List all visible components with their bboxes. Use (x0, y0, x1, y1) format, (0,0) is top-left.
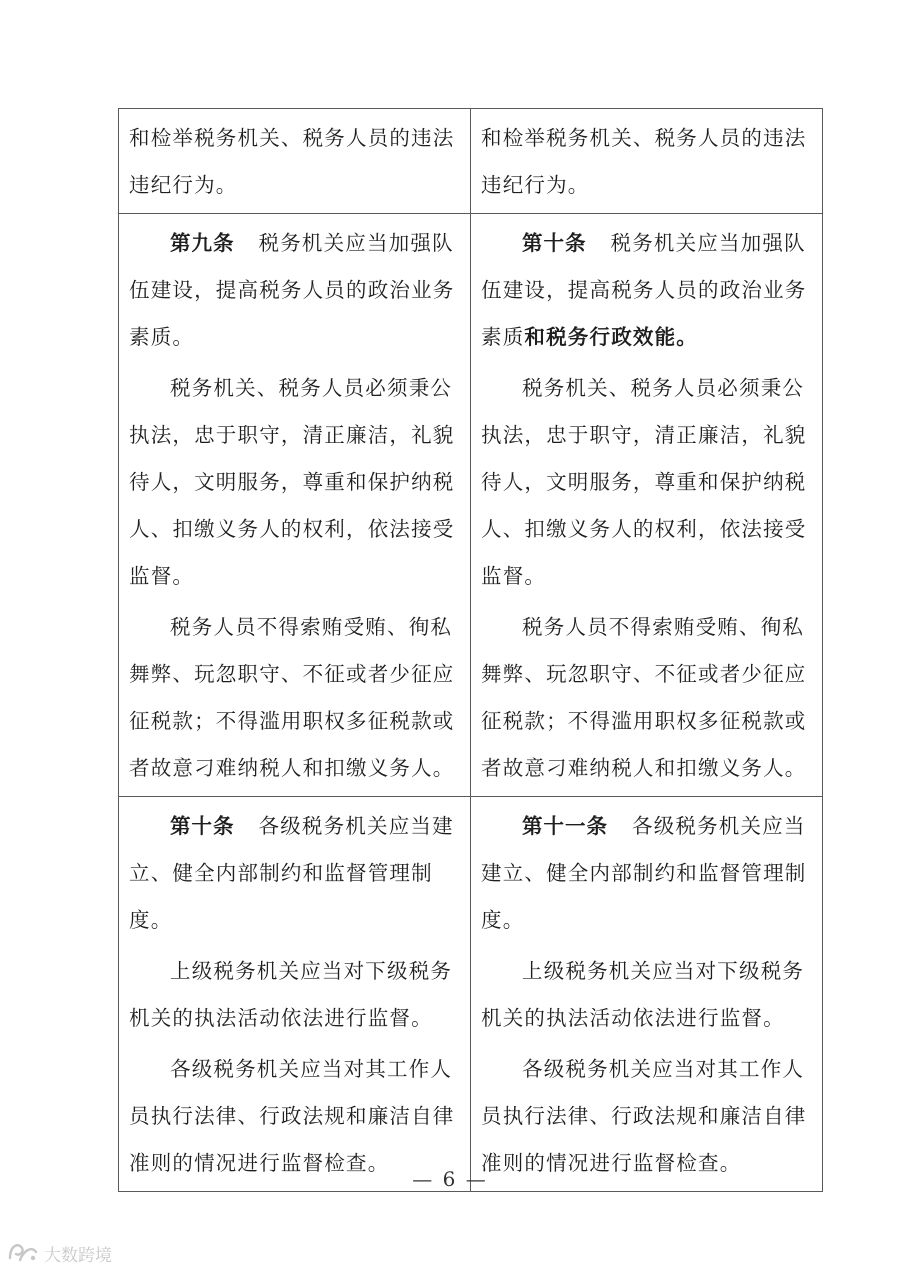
paragraph-text: 上级税务机关应当对下级税务机关的执法活动依法进行监督。 (129, 959, 453, 1030)
watermark-text: 大数跨境 (44, 1245, 112, 1266)
paragraph (481, 115, 812, 209)
paragraph (129, 365, 460, 600)
paragraph (481, 220, 812, 361)
paragraph (481, 948, 812, 1042)
paragraph-text: 各级税务机关应当建立、健全内部制约和监督管理制度。 (129, 814, 454, 932)
new-text-cell (471, 797, 823, 1192)
table-row (119, 797, 823, 1192)
paragraph-text: 各级税务机关应当建立、健全内部制约和监督管理制度。 (481, 814, 807, 932)
comparison-table (118, 108, 823, 1192)
paragraph (129, 220, 460, 361)
paragraph-text: 上级税务机关应当对下级税务机关的执法活动依法进行监督。 (481, 959, 805, 1030)
paragraph-text: 税务机关、税务人员必须秉公执法，忠于职守，清正廉洁，礼貌待人，文明服务，尊重和保护纳税人、扣缴义务人的权利，依法接受监督。 (481, 376, 807, 588)
new-text-cell (471, 214, 823, 797)
paragraph-text: 税务人员不得索贿受贿、徇私舞弊、玩忽职守、不征或者少征应征税款；不得滥用职权多征税款或者故意刁难纳税人和扣缴义务人。 (481, 615, 807, 780)
paragraph-text: 税务人员不得索贿受贿、徇私舞弊、玩忽职守、不征或者少征应征税款；不得滥用职权多征税款或者故意刁难纳税人和扣缴义务人。 (129, 615, 455, 780)
paragraph-text: 税务机关、税务人员必须秉公执法，忠于职守，清正廉洁，礼貌待人，文明服务，尊重和保护纳税人、扣缴义务人的权利，依法接受监督。 (129, 376, 455, 588)
paragraph (129, 604, 460, 792)
paragraph (129, 115, 460, 209)
paragraph (481, 365, 812, 600)
article-title: 第十条 (522, 231, 587, 255)
paragraph (481, 1046, 812, 1187)
table-row (119, 109, 823, 214)
paragraph-text: 和检举税务机关、税务人员的违法违纪行为。 (481, 126, 807, 197)
paragraph-text: 各级税务机关应当对其工作人员执行法律、行政法规和廉洁自律准则的情况进行监督检查。 (481, 1057, 807, 1175)
paragraph (129, 803, 460, 944)
article-title: 第十一条 (522, 814, 608, 838)
paragraph (129, 1046, 460, 1187)
old-text-cell (119, 214, 471, 797)
paragraph (481, 803, 812, 944)
article-title: 第十条 (170, 814, 235, 838)
paragraph (129, 948, 460, 1042)
page-number: — 6 — (412, 1167, 488, 1191)
paragraph-text: 税务机关应当加强队伍建设，提高税务人员的政治业务素质 (481, 231, 807, 349)
new-text-cell (471, 109, 823, 214)
table-row (119, 214, 823, 797)
brand-logo-icon (6, 1238, 40, 1268)
watermark (6, 1238, 112, 1268)
old-text-cell (119, 797, 471, 1192)
paragraph (481, 604, 812, 792)
paragraph-text: 和检举税务机关、税务人员的违法违纪行为。 (129, 126, 455, 197)
paragraph-text: 税务机关应当加强队伍建设，提高税务人员的政治业务素质。 (129, 231, 455, 349)
article-title: 第九条 (170, 231, 235, 255)
paragraph-text: 各级税务机关应当对其工作人员执行法律、行政法规和廉洁自律准则的情况进行监督检查。 (129, 1057, 455, 1175)
added-text: 和税务行政效能。 (524, 325, 699, 349)
old-text-cell (119, 109, 471, 214)
